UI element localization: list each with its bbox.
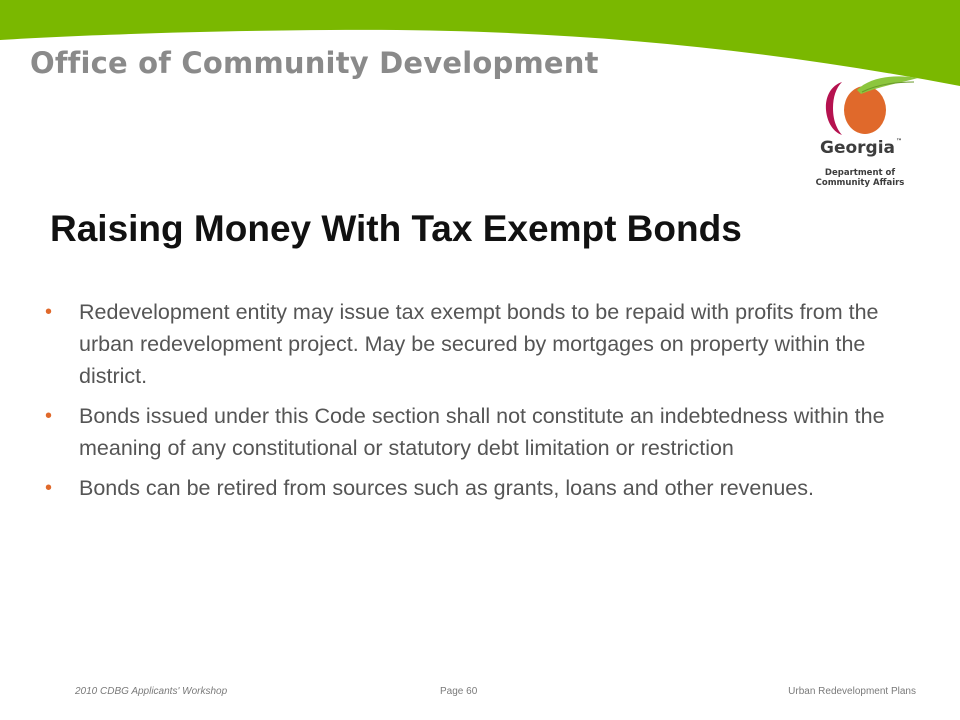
georgia-peach-icon [808,70,920,140]
bullet-item [45,296,885,392]
org-title: Office of Community Development [30,46,599,80]
bullet-text: Bonds issued under this Code section shall not constitute an indebtedness within the meaning of any constitutional or statutory debt limitation or restriction [79,404,885,460]
bullet-text: Bonds can be retired from sources such as grants, loans and other revenues. [79,476,814,500]
logo-department [807,168,913,188]
footer-page-number: Page 60 [440,686,478,697]
georgia-dca-logo [800,70,920,192]
footer-section-name: Urban Redevelopment Plans [788,686,916,697]
bullet-dot-icon: • [45,405,53,427]
footer-event-name: 2010 CDBG Applicants' Workshop [75,686,228,697]
bullet-item [45,400,885,464]
slide-title: Raising Money With Tax Exempt Bonds [50,208,742,249]
logo-state-name: Georgia™ [820,138,903,158]
bullet-item [45,472,885,504]
bullet-text: Redevelopment entity may issue tax exempt bonds to be repaid with profits from the urban redevelopment project. May be secured by mortgages on property within the district. [79,300,879,388]
bullet-dot-icon: • [45,301,53,323]
bullet-list [45,296,885,512]
slide-footer [0,686,960,702]
logo-department-line2: Community Affairs [815,178,905,188]
logo-department-line1: Department of [824,168,896,178]
bullet-dot-icon: • [45,477,53,499]
